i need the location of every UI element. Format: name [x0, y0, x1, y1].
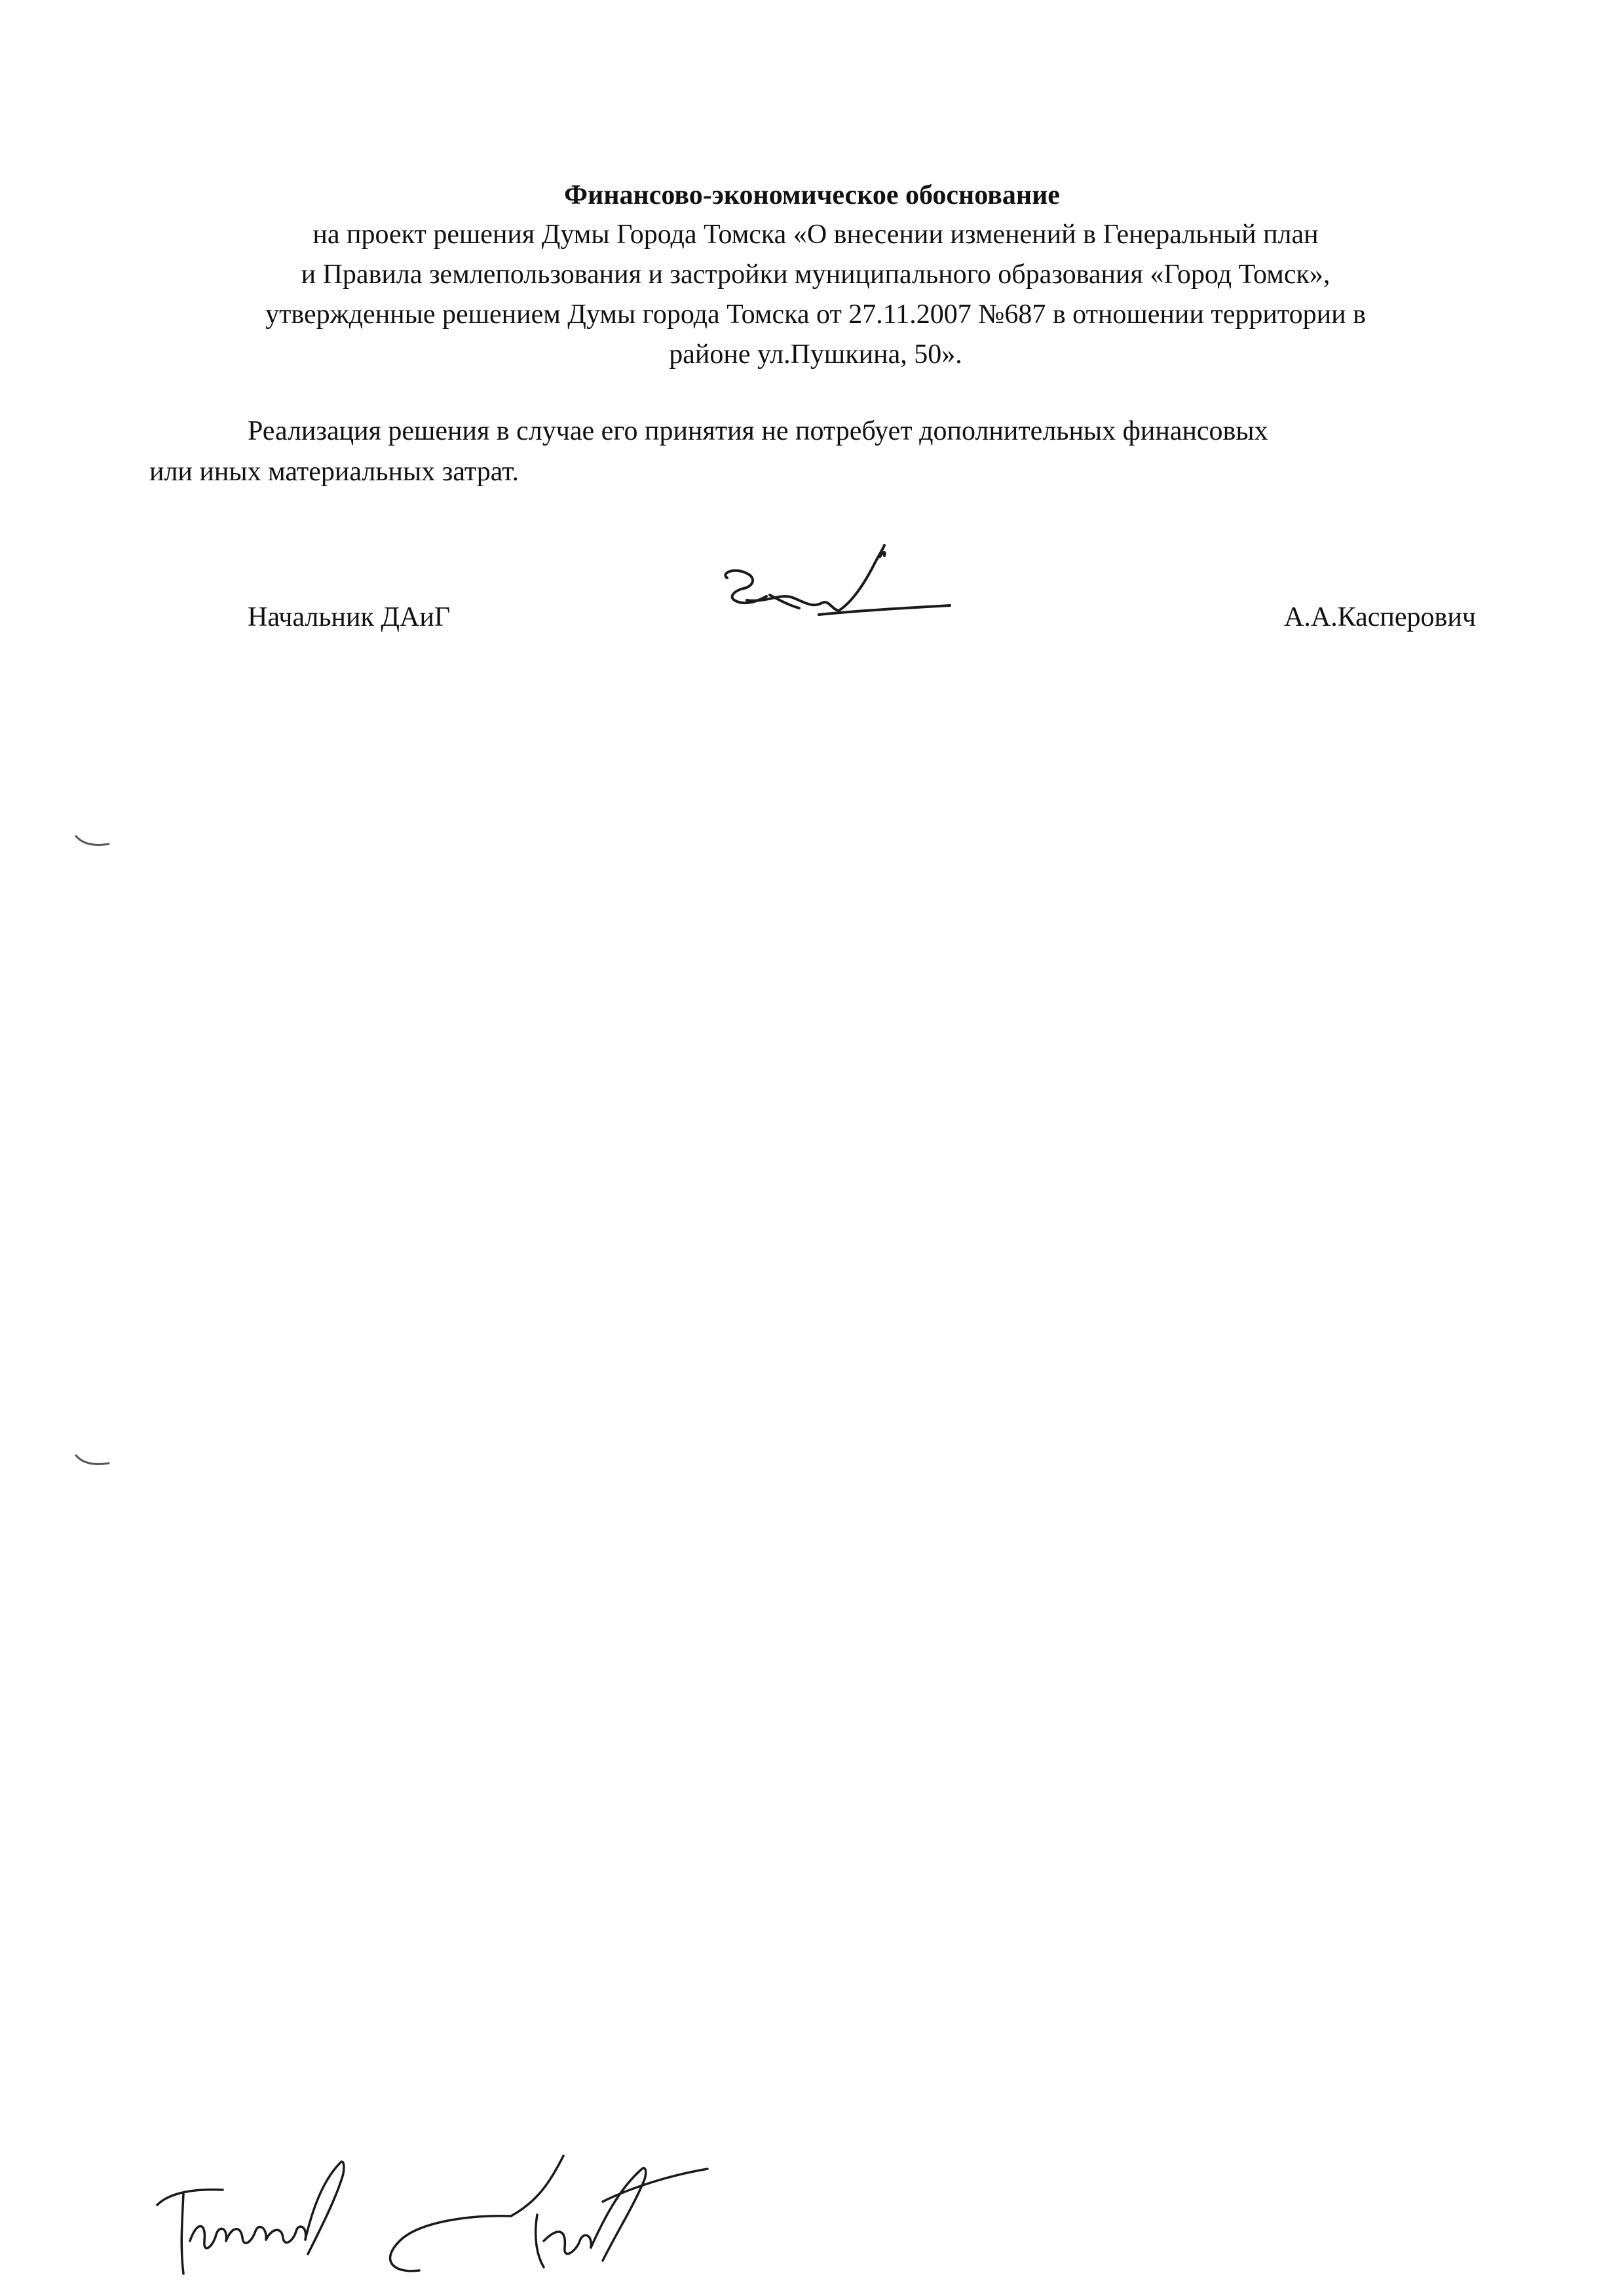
subtitle-line: на проект решения Думы Города Томска «О внесении изменений в Генеральный план	[312, 220, 1319, 250]
signer-name: А.А.Касперович	[1284, 602, 1476, 632]
body-paragraph	[149, 411, 1479, 492]
subtitle-line: районе ул.Пушкина, 50».	[669, 339, 962, 370]
body-line: Реализация решения в случае его принятия не потребует дополнительных финансовых	[248, 416, 1268, 446]
body-line: или иных материальных затрат.	[149, 457, 519, 487]
handwritten-signature	[708, 537, 956, 642]
margin-mark	[73, 832, 113, 852]
subtitle-line: и Правила землепользования и застройки муниципального образования «Город Томск»,	[301, 259, 1331, 290]
subtitle-line: утвержденные решением Думы города Томска от 27.11.2007 №687 в отношении территории в	[265, 299, 1366, 330]
document-title: Финансово-экономическое обоснование	[564, 180, 1060, 210]
approval-signatures	[144, 2143, 734, 2287]
signer-position: Начальник ДАиГ	[248, 602, 451, 632]
document-subtitle	[151, 215, 1481, 375]
margin-mark	[73, 1451, 113, 1471]
